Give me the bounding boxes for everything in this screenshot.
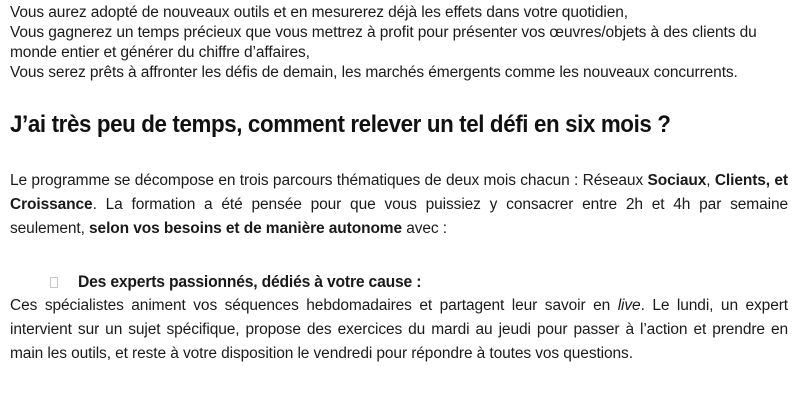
section-heading: J’ai très peu de temps, comment relever un tel défi en six mois ?: [10, 111, 671, 138]
intro-line-tools: Vous aurez adopté de nouveaux outils et en mesurerez déjà les effets dans votre quotidien,: [10, 4, 629, 21]
experts-text-2: . Le lundi, un expert intervient sur un sujet spécifique, propose des exercices du mardi au jeudi pour passer à l’action et prendre en main les outils, et reste à votre disposition le vendredi pour répondre à toutes vos questions.: [10, 297, 788, 362]
program-text-1: Le programme se décompose en trois parcours thématiques de deux mois chacun : Réseaux: [10, 172, 648, 189]
experts-title: Des experts passionnés, dédiés à votre cause :: [78, 272, 422, 291]
experts-paragraph: [10, 294, 788, 366]
program-text-3: . La formation a été pensée pour que vous puissiez y consacrer entre 2h et 4h par semaine seulement,: [10, 196, 788, 237]
bullet-icon: [50, 277, 58, 288]
program-text-4: avec :: [402, 220, 447, 237]
program-bold-clients: Clients, et Croissance: [10, 172, 788, 213]
intro-line-challenges: Vous serez prêts à affronter les défis de demain, les marchés émergents comme les nouveaux concurrents.: [10, 64, 738, 81]
experts-text-1: Ces spécialistes animent vos séquences hebdomadaires et partagent leur savoir en: [10, 297, 618, 314]
experts-list-item: [50, 270, 788, 294]
program-bold-sociaux: Sociaux: [647, 172, 707, 189]
document-page: [10, 3, 788, 366]
program-paragraph: [10, 169, 788, 241]
intro-line-time: Vous gagnerez un temps précieux que vous mettrez à profit pour présenter vos œuvres/objets à des clients du monde entier et générer du chiffre d’affaires,: [10, 24, 757, 61]
program-bold-autonome: selon vos besoins et de manière autonome: [89, 220, 403, 237]
experts-italic-live: live: [617, 297, 641, 314]
intro-paragraphs: [10, 3, 788, 83]
program-text-2: ,: [706, 172, 715, 189]
